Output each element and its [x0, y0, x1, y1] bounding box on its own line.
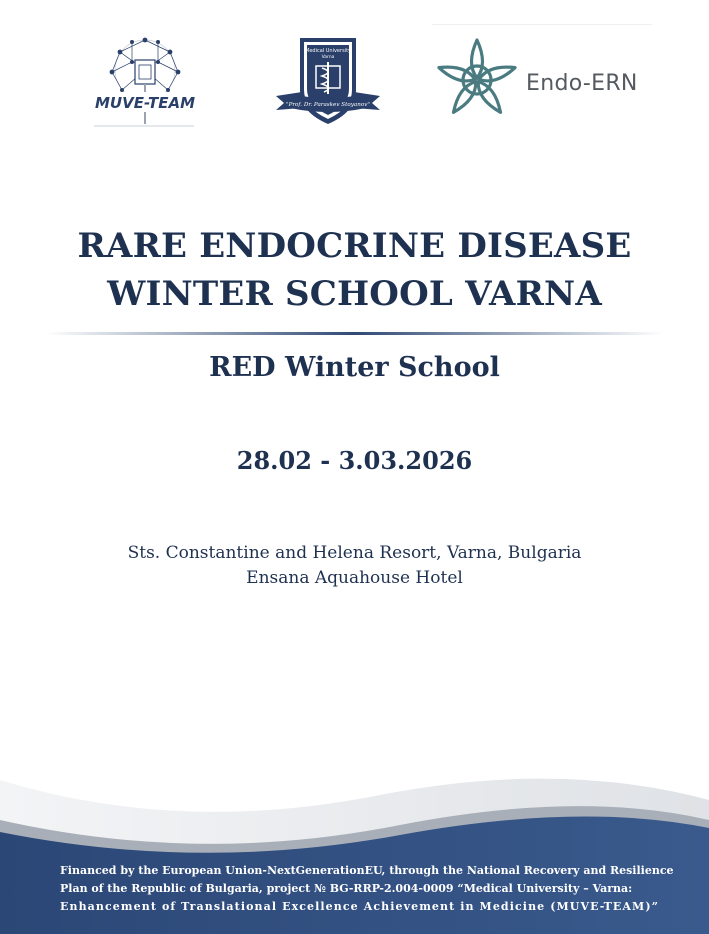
endo-ern-logo — [432, 34, 652, 124]
crest-top-text: Medical University — [305, 48, 351, 54]
title-divider — [45, 332, 664, 335]
muve-team-logo — [90, 32, 200, 132]
title-line-1: RARE ENDOCRINE DISEASE — [77, 226, 632, 266]
funding-line-1: Financed by the European Union-NextGenerationEU, through the National Recovery and Resilience — [60, 864, 674, 877]
venue-line-2: Ensana Aquahouse Hotel — [246, 568, 463, 588]
logo-top-rule — [432, 24, 652, 25]
title-line-2: WINTER SCHOOL VARNA — [107, 274, 602, 314]
subtitle: RED Winter School — [209, 352, 500, 383]
star-knot-icon — [432, 34, 522, 124]
crest-ribbon-text: "Prof. Dr. Paraskev Stoyanov" — [286, 102, 370, 108]
venue-line-1: Sts. Constantine and Helena Resort, Varna, Bulgaria — [127, 543, 582, 563]
venue — [0, 541, 709, 591]
medical-university-crest — [272, 32, 384, 127]
shield-crest-icon — [272, 32, 384, 127]
crest-sub-text: Varna — [321, 55, 335, 60]
logo-row — [0, 24, 709, 134]
funding-line-3: Enhancement of Translational Excellence Achievement in Medicine (MUVE-TEAM)” — [60, 900, 660, 913]
endo-ern-label: Endo-ERN — [526, 71, 638, 96]
event-dates: 28.02 - 3.03.2026 — [236, 446, 473, 475]
funding-line-2: Plan of the Republic of Bulgaria, project № BG-RRP-2.004-0009 “Medical University – Varna: — [60, 882, 633, 895]
funding-statement — [60, 862, 674, 916]
muve-team-label: MUVE-TEAM — [95, 94, 195, 112]
network-tree-logo-icon — [90, 32, 200, 132]
page-title — [0, 222, 709, 318]
